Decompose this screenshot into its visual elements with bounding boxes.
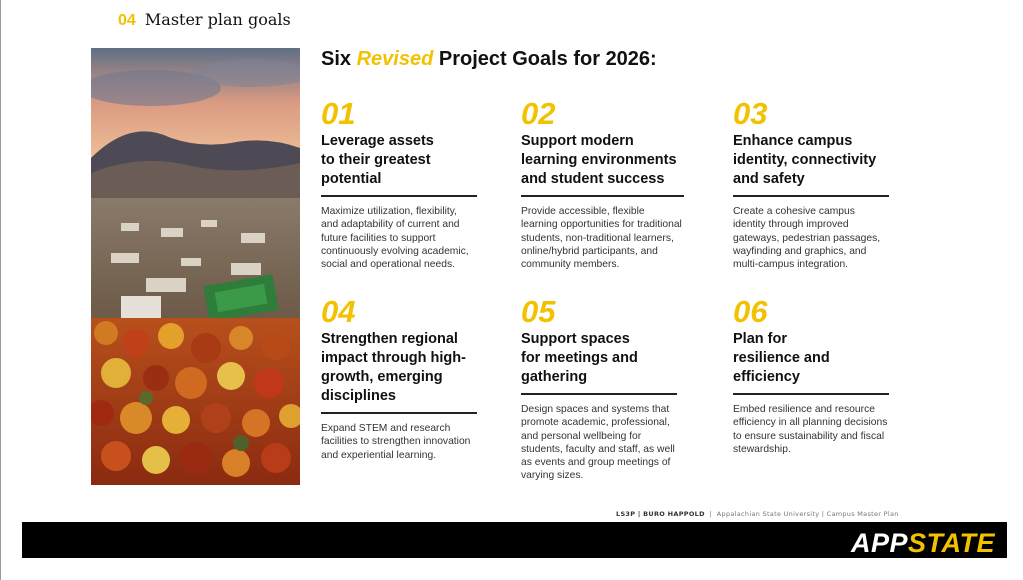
goal-card-03 bbox=[733, 98, 889, 271]
goal-title: Plan for resilience and efficiency bbox=[733, 331, 830, 385]
goal-card-01 bbox=[321, 98, 477, 271]
section-number: 04 bbox=[118, 12, 136, 29]
goal-divider bbox=[733, 393, 889, 395]
goal-number: 05 bbox=[521, 294, 556, 329]
goal-number: 04 bbox=[321, 294, 356, 329]
goal-card-05 bbox=[521, 296, 677, 483]
goal-card-06 bbox=[733, 296, 889, 456]
goal-description: Embed resilience and resource efficiency in all planning decisions to ensure sustainability and fiscal stewardship. bbox=[733, 404, 888, 455]
goal-number: 03 bbox=[733, 96, 768, 131]
goal-title: Leverage assets to their greatest potential bbox=[321, 133, 434, 187]
heading-suffix: Project Goals for 2026: bbox=[433, 48, 657, 70]
goal-description: Design spaces and systems that promote academic, professional, and personal wellbeing for students, faculty and staff, as well as events and group meetings of varying sizes. bbox=[521, 404, 675, 482]
goal-title: Support spaces for meetings and gathering bbox=[521, 331, 638, 385]
logo-state: STATE bbox=[908, 528, 995, 558]
footer-bar bbox=[22, 522, 1007, 558]
campus-aerial-photo bbox=[91, 48, 300, 485]
goal-number: 01 bbox=[321, 96, 356, 131]
appstate-logo bbox=[851, 528, 995, 558]
goal-card-02 bbox=[521, 98, 684, 271]
goal-number: 02 bbox=[521, 96, 556, 131]
logo-app: APP bbox=[850, 528, 908, 558]
goal-divider bbox=[521, 195, 684, 197]
goal-card-04 bbox=[321, 296, 477, 462]
heading-highlight: Revised bbox=[356, 48, 434, 70]
page-heading bbox=[321, 48, 657, 71]
section-title: Master plan goals bbox=[144, 10, 291, 29]
goal-divider bbox=[321, 412, 477, 414]
left-frame-edge bbox=[0, 0, 1, 580]
goal-description: Expand STEM and research facilities to strengthen innovation and experiential learning. bbox=[321, 423, 471, 461]
goal-number: 06 bbox=[733, 294, 768, 329]
heading-prefix: Six bbox=[321, 48, 357, 70]
goal-description: Create a cohesive campus identity through improved gateways, pedestrian passages, wayfinding and graphics, and multi-campus integration. bbox=[733, 206, 881, 271]
goal-divider bbox=[321, 195, 477, 197]
footer-firms: LS3P | BURO HAPPOLD bbox=[616, 510, 705, 518]
goal-divider bbox=[733, 195, 889, 197]
goal-divider bbox=[521, 393, 677, 395]
section-label bbox=[118, 10, 291, 30]
goal-description: Maximize utilization, flexibility, and adaptability of current and future facilities to support continuously evolving academic, social and operational needs. bbox=[321, 206, 469, 271]
footer-separator: | bbox=[709, 510, 713, 518]
goal-description: Provide accessible, flexible learning opportunities for traditional students, non-traditional learners, online/hybrid participants, and community members. bbox=[521, 206, 682, 271]
goal-title: Enhance campus identity, connectivity and safety bbox=[733, 133, 877, 187]
goal-title: Support modern learning environments and student success bbox=[521, 133, 677, 187]
footer-credit bbox=[616, 510, 899, 518]
footer-project: Appalachian State University | Campus Master Plan bbox=[716, 510, 899, 518]
campus-photo-illustration bbox=[91, 48, 300, 485]
goal-title: Strengthen regional impact through high- growth, emerging disciplines bbox=[321, 331, 466, 404]
